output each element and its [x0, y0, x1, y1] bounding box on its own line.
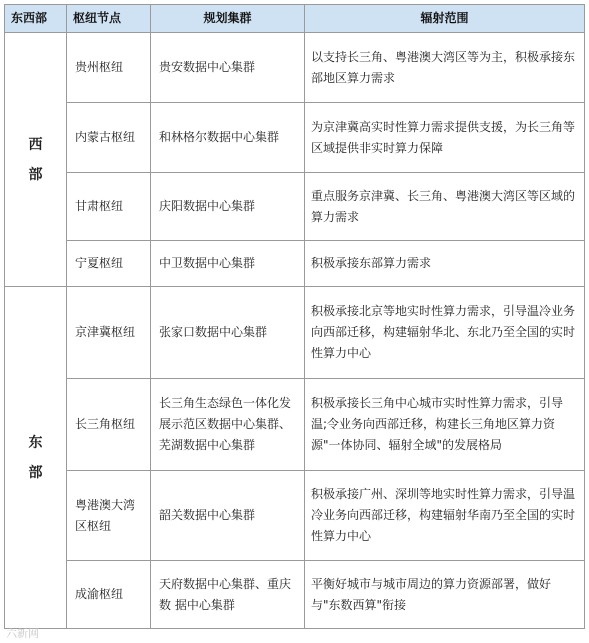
- table-row: [5, 173, 585, 241]
- table-row: [5, 471, 585, 561]
- cluster-cell: 和林格尔数据中心集群: [151, 103, 305, 173]
- hub-cell: 甘肃枢纽: [67, 173, 151, 241]
- cluster-cell: 韶关数据中心集群: [151, 471, 305, 561]
- table-row: [5, 103, 585, 173]
- hub-cell: 京津冀枢纽: [67, 287, 151, 379]
- header-cluster: 规划集群: [151, 5, 305, 33]
- hub-cell: 成渝枢纽: [67, 561, 151, 629]
- region-west-char-1: 西: [28, 136, 43, 153]
- hub-cell: 长三角枢纽: [67, 379, 151, 471]
- scope-cell: 以支持长三角、粤港澳大湾区等为主，积极承接东部地区算力需求: [305, 33, 585, 103]
- region-east-char-2: 部: [28, 464, 43, 481]
- header-scope: 辐射范围: [305, 5, 585, 33]
- cluster-cell: 长三角生态绿色一体化发展示范区数据中心集群、芜湖数据中心集群: [151, 379, 305, 471]
- header-hub: 枢纽节点: [67, 5, 151, 33]
- table-row: [5, 241, 585, 287]
- region-east: [5, 287, 67, 629]
- header-region: 东西部: [5, 5, 67, 33]
- table-row: [5, 287, 585, 379]
- cluster-cell: 中卫数据中心集群: [151, 241, 305, 287]
- region-east-char-1: 东: [28, 434, 43, 451]
- table-header-row: [5, 5, 585, 33]
- scope-cell: 积极承接广州、深圳等地实时性算力需求，引导温冷业务向西部迁移，构建辐射华南乃至全国的实时性算力中心: [305, 471, 585, 561]
- table-row: [5, 561, 585, 629]
- region-west-char-2: 部: [28, 166, 43, 183]
- cluster-cell: 天府数据中心集群、重庆数 据中心集群: [151, 561, 305, 629]
- region-west: [5, 33, 67, 287]
- cluster-cell: 贵安数据中心集群: [151, 33, 305, 103]
- scope-cell: 为京津冀高实时性算力需求提供支援，为长三角等区域提供非实时算力保障: [305, 103, 585, 173]
- scope-cell: 重点服务京津冀、长三角、粤港澳大湾区等区域的算力需求: [305, 173, 585, 241]
- scope-cell: 积极承接长三角中心城市实时性算力需求，引导温;令业务向西部迁移，构建长三角地区算力资源"一体协同、辐射全域"的发展格局: [305, 379, 585, 471]
- cluster-cell: 庆阳数据中心集群: [151, 173, 305, 241]
- scope-cell: 积极承接北京等地实时性算力需求，引导温冷业务向西部迁移，构建辐射华北、东北乃至全国的实时性算力中心: [305, 287, 585, 379]
- hub-cell: 贵州枢纽: [67, 33, 151, 103]
- hub-cell: 粤港澳大湾区枢纽: [67, 471, 151, 561]
- table-row: [5, 33, 585, 103]
- hub-cluster-table: [4, 4, 585, 629]
- watermark: 六新网: [6, 627, 39, 640]
- hub-cell: 宁夏枢纽: [67, 241, 151, 287]
- scope-cell: 积极承接东部算力需求: [305, 241, 585, 287]
- scope-cell: 平衡好城市与城市周边的算力资源部署，做好与"东数西算"衔接: [305, 561, 585, 629]
- table-row: [5, 379, 585, 471]
- table-wrapper: [4, 4, 584, 629]
- cluster-cell: 张家口数据中心集群: [151, 287, 305, 379]
- hub-cell: 内蒙古枢纽: [67, 103, 151, 173]
